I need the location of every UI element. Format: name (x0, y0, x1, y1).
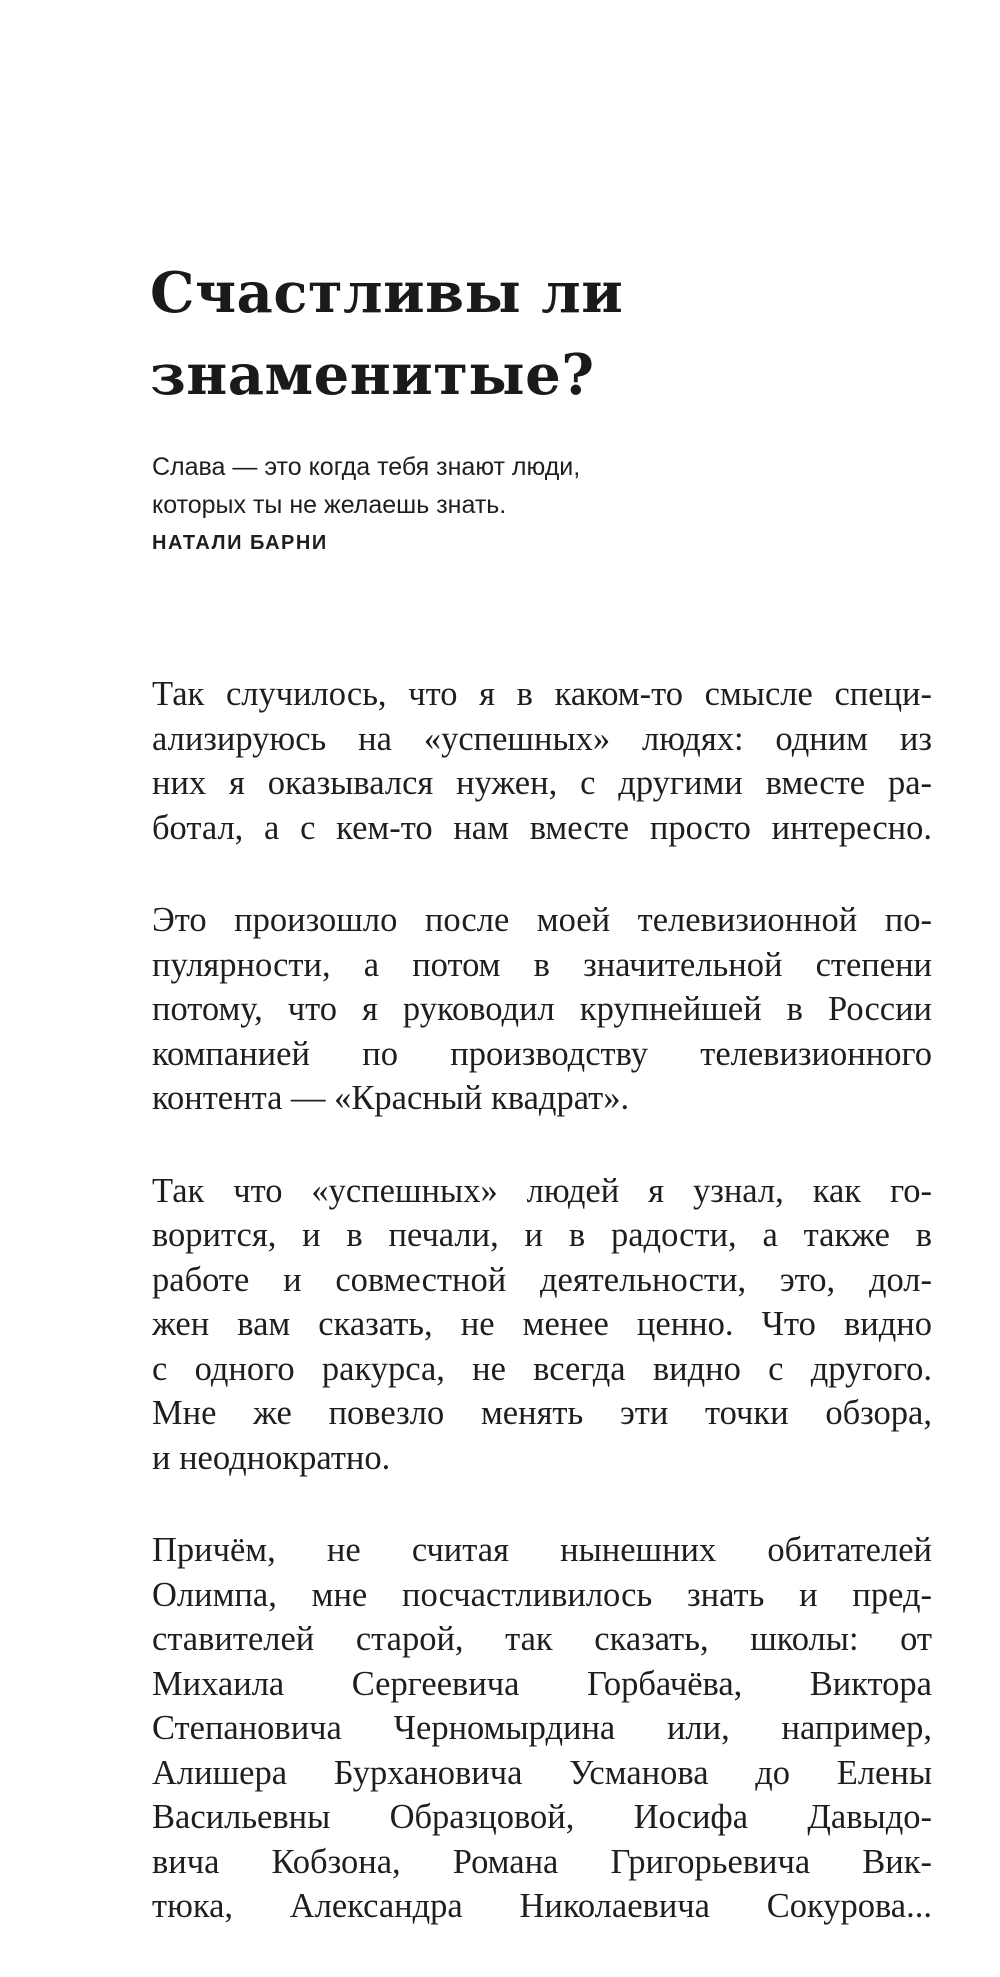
text-line: и неоднократно. (152, 1438, 391, 1477)
text-line: ворится, и в печали, и в радости, а также в (152, 1216, 932, 1254)
text-line: Это произошло после моей телевизионной по- (152, 901, 932, 939)
chapter-title-line: знаменитые? (150, 342, 595, 408)
text-line: ботал, а с кем-то нам вместе просто интересно. (152, 808, 932, 847)
text-line: тюка, Александра Николаевича Сокурова... (152, 1887, 932, 1925)
text-line: них я оказывался нужен, с другими вместе ра- (152, 764, 932, 802)
text-line: Степановича Черномырдина или, например, (152, 1709, 932, 1747)
text-line: Так что «успешных» людей я узнал, как го- (152, 1171, 932, 1210)
text-line: Васильевны Образцовой, Иосифа Давыдо- (152, 1798, 932, 1836)
epigraph-quote-line: Слава — это когда тебя знают люди, (152, 453, 581, 481)
epigraph (152, 448, 852, 562)
text-line: Так случилось, что я в каком-то смысле специ- (152, 675, 932, 713)
text-line: ализируюсь на «успешных» людях: одним из (152, 719, 932, 758)
text-line: Мне же повезло менять эти точки обзора, (152, 1394, 932, 1432)
text-line: с одного ракурса, не всегда видно с другого. (152, 1349, 932, 1388)
text-line: потому, что я руководил крупнейшей в России (152, 990, 932, 1028)
text-line: жен вам сказать, не менее ценно. Что видно (152, 1305, 932, 1343)
paragraph (152, 1169, 932, 1481)
text-line: Причём, не считая нынешних обитателей (152, 1531, 932, 1569)
chapter-title (150, 252, 910, 416)
body-text (152, 672, 932, 1977)
text-line: Олимпа, мне посчастливилось знать и пред- (152, 1575, 932, 1614)
text-line: работе и совместной деятельности, это, дол- (152, 1260, 932, 1299)
text-line: компанией по производству телевизионного (152, 1034, 932, 1073)
text-line: Алишера Бурхановича Усманова до Елены (152, 1753, 932, 1792)
text-line: вича Кобзона, Романа Григорьевича Вик- (152, 1842, 932, 1881)
epigraph-quote-line: которых ты не желаешь знать. (152, 491, 507, 519)
paragraph (152, 1528, 932, 1929)
text-line: Михаила Сергеевича Горбачёва, Виктора (152, 1664, 932, 1703)
text-line: пулярности, а потом в значительной степени (152, 945, 932, 984)
paragraph (152, 672, 932, 850)
text-line: контента — «Красный квадрат». (152, 1079, 630, 1117)
chapter-title-line: Счастливы ли (150, 260, 624, 326)
epigraph-author: НАТАЛИ БАРНИ (152, 532, 328, 554)
paragraph (152, 898, 932, 1121)
text-line: ставителей старой, так сказать, школы: от (152, 1620, 932, 1658)
